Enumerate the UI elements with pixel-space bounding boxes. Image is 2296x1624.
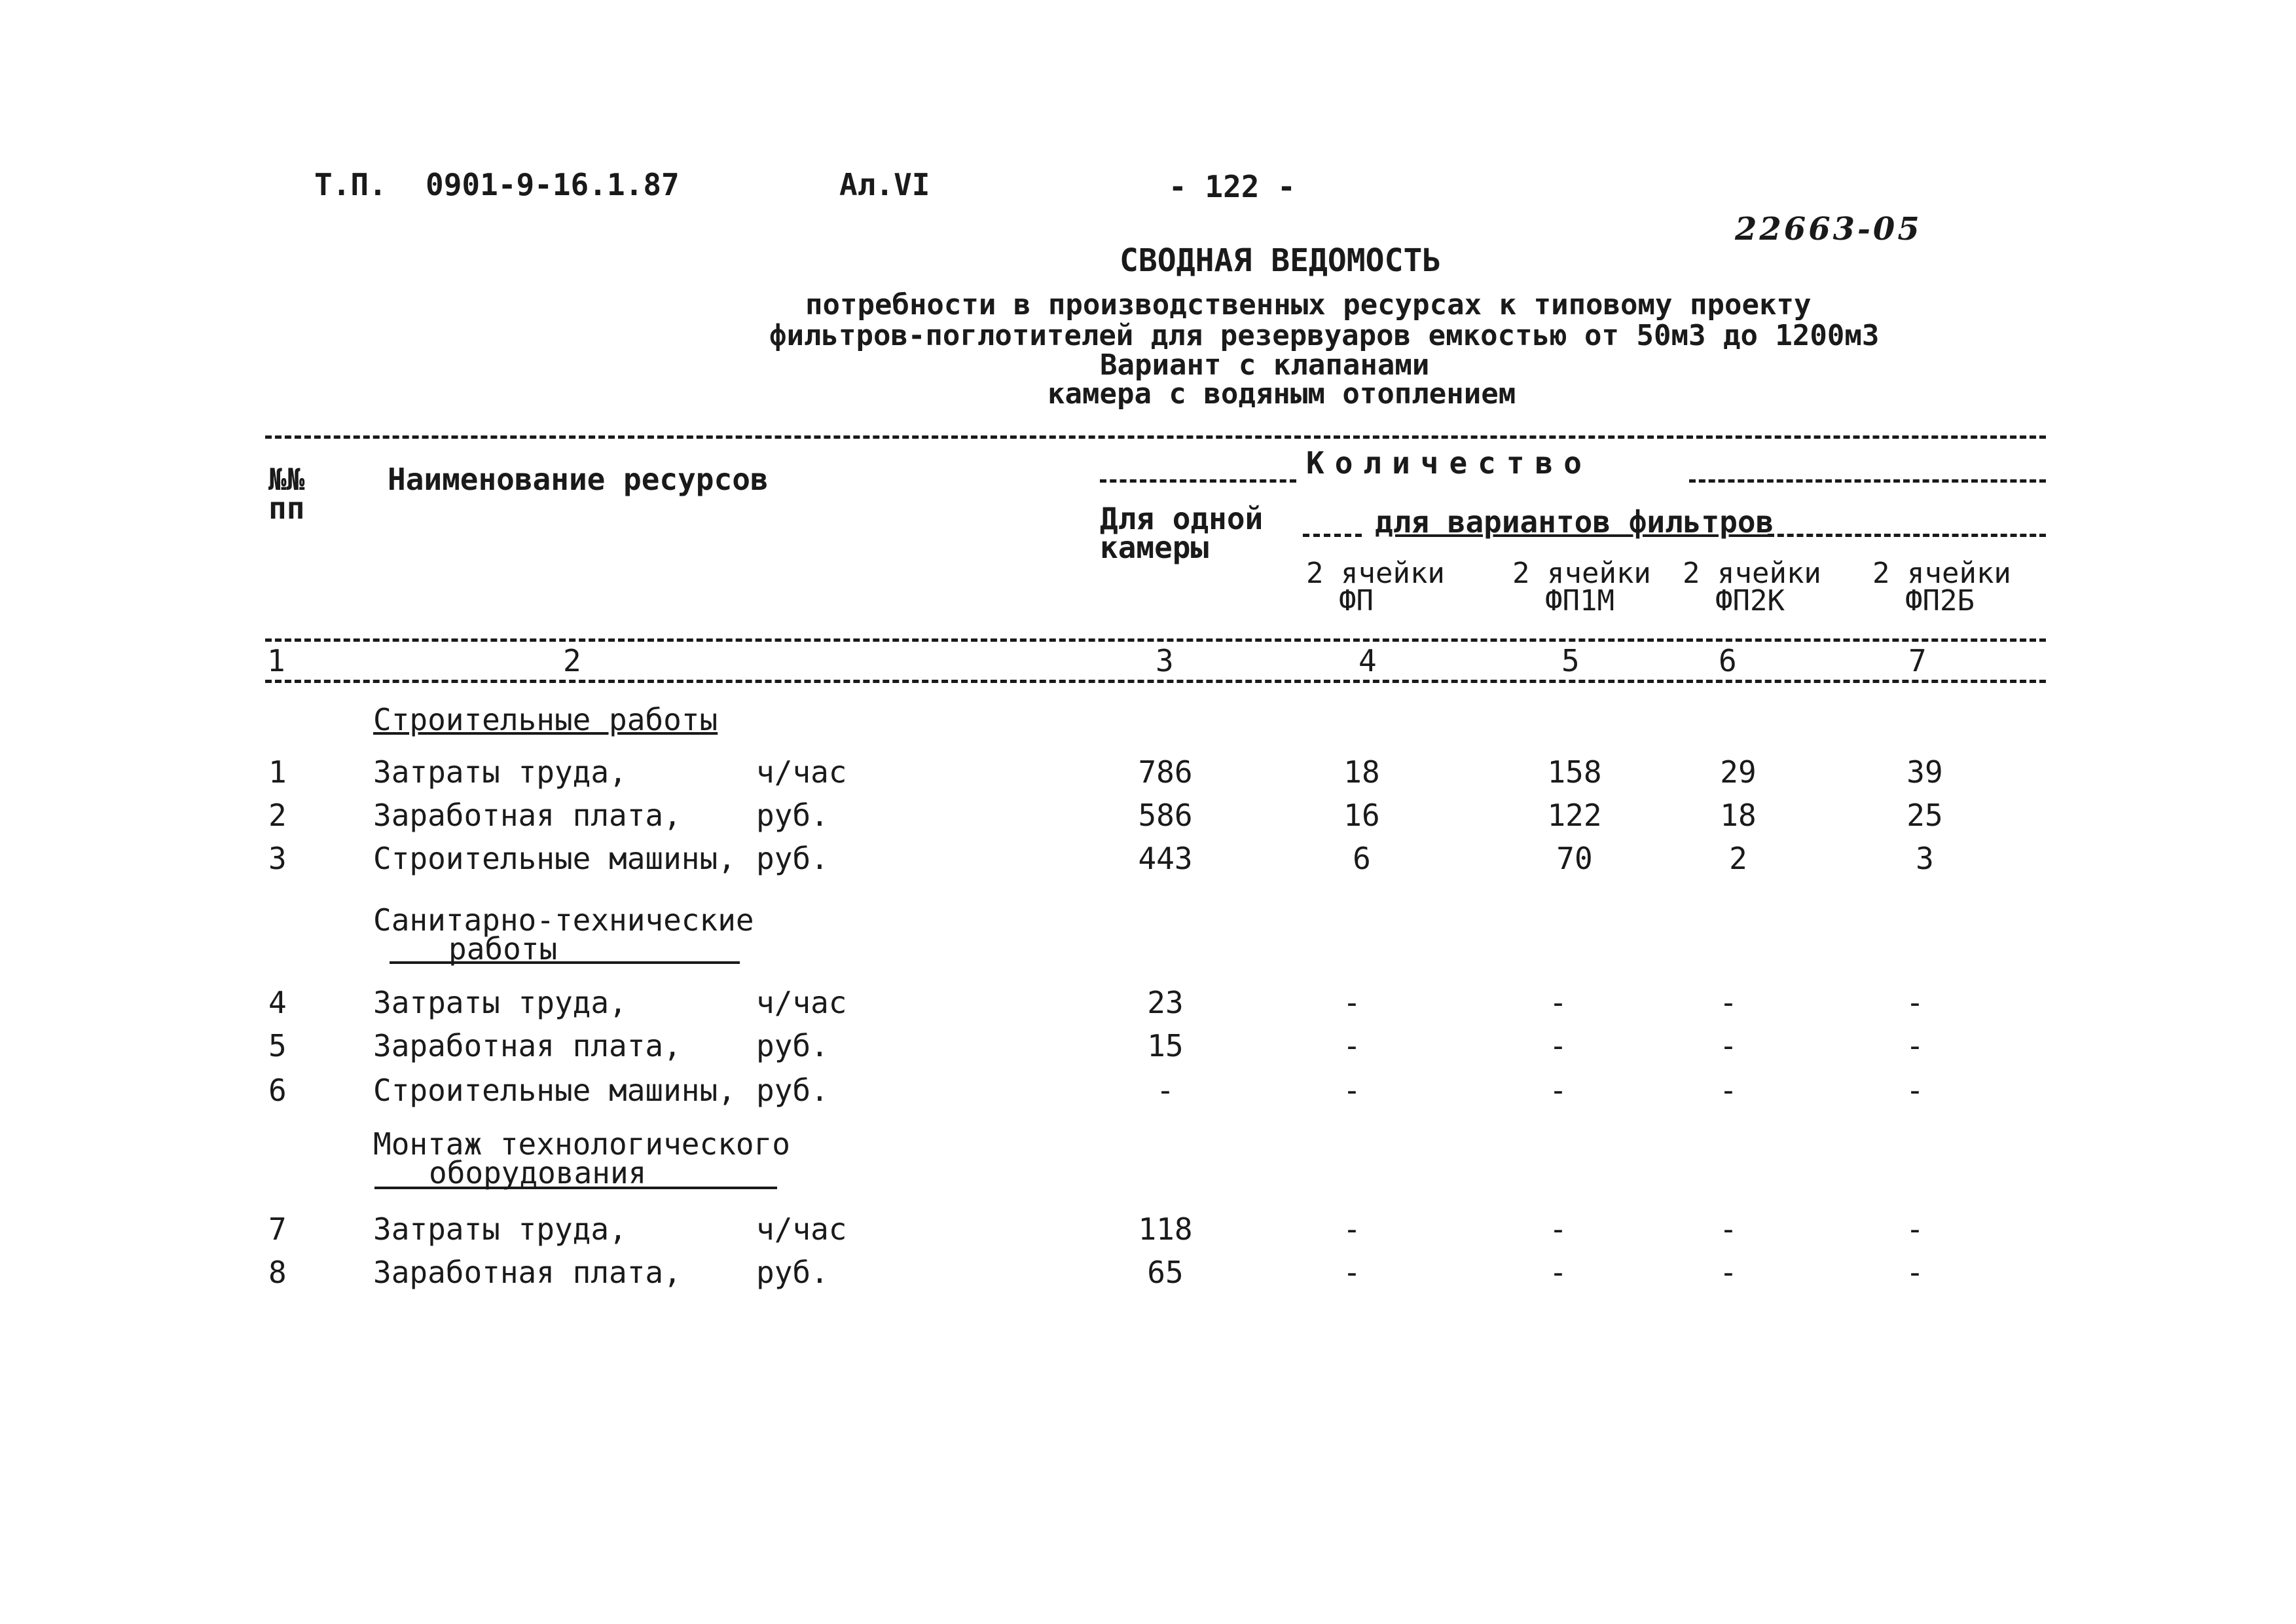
section-title-construction: Строительные работы xyxy=(373,702,718,737)
value-fp2b: - xyxy=(1906,1073,1924,1108)
section-underline xyxy=(374,1187,777,1189)
column-number-3: 3 xyxy=(1156,643,1174,678)
column-quantity-header: Количество xyxy=(1306,445,1592,481)
title-line-3: Вариант с клапанами xyxy=(1100,348,1430,382)
value-single-chamber: 15 xyxy=(1147,1028,1184,1063)
row-resource-name: Заработная плата, xyxy=(373,798,682,833)
value-fp: - xyxy=(1343,1073,1361,1108)
column-numbers-top-rule xyxy=(265,638,2046,642)
column-number-5: 5 xyxy=(1561,643,1580,678)
value-single-chamber: 586 xyxy=(1138,798,1193,833)
value-fp: - xyxy=(1343,985,1361,1020)
column-number-6: 6 xyxy=(1719,643,1737,678)
album-label: Ал.VI xyxy=(839,167,930,202)
column-number-7: 7 xyxy=(1908,643,1927,678)
value-fp2k: - xyxy=(1719,1028,1738,1063)
value-fp2k: 18 xyxy=(1720,798,1757,833)
value-fp: - xyxy=(1343,1211,1361,1247)
row-resource-name: Заработная плата, xyxy=(373,1028,682,1063)
variant-header-fp: 2 ячейки ФП xyxy=(1306,557,1445,618)
section-title-sanitary-cont: работы xyxy=(448,931,558,967)
column-numbers-bottom-rule xyxy=(265,680,2046,683)
value-fp1m: - xyxy=(1549,985,1567,1020)
variants-rule-right xyxy=(1768,534,2046,537)
value-fp2b: - xyxy=(1906,1211,1924,1247)
value-fp2k: - xyxy=(1719,1255,1738,1290)
value-fp2k: - xyxy=(1719,1073,1738,1108)
value-single-chamber: 118 xyxy=(1138,1211,1193,1247)
row-number: 6 xyxy=(268,1073,287,1108)
column-name-header: Наименование ресурсов xyxy=(388,462,769,497)
row-resource-name: Затраты труда, xyxy=(373,1211,627,1247)
value-fp2k: - xyxy=(1719,1211,1738,1247)
section-title-sanitary: Санитарно-технические xyxy=(373,902,754,938)
value-fp1m: 122 xyxy=(1547,798,1602,833)
row-number: 3 xyxy=(268,841,287,876)
value-fp1m: - xyxy=(1549,1211,1567,1247)
row-unit: ч/час xyxy=(756,754,847,790)
title-line-2: фильтров-поглотителей для резервуаров емкостью от 50м3 до 1200м3 xyxy=(769,319,1880,352)
value-fp2b: 25 xyxy=(1906,798,1943,833)
column-number-header: №№ пп xyxy=(268,462,323,526)
value-fp: 16 xyxy=(1343,798,1380,833)
value-fp2b: 39 xyxy=(1906,754,1943,790)
value-fp2b: - xyxy=(1906,1028,1924,1063)
column-number-4: 4 xyxy=(1358,643,1377,678)
row-number: 5 xyxy=(268,1028,287,1063)
section-title-equipment-cont: оборудования xyxy=(429,1155,647,1190)
page-number: - 122 - xyxy=(1169,169,1296,204)
row-number: 7 xyxy=(268,1211,287,1247)
value-single-chamber: 443 xyxy=(1138,841,1193,876)
value-fp2k: 29 xyxy=(1720,754,1757,790)
row-resource-name: Строительные машины, xyxy=(373,1073,736,1108)
value-fp1m: 158 xyxy=(1547,754,1602,790)
title-line-1: потребности в производственных ресурсах к типовому проекту xyxy=(805,288,1812,322)
value-fp2b: - xyxy=(1906,985,1924,1020)
variant-header-fp2k: 2 ячейки ФП2К xyxy=(1683,557,1821,618)
value-single-chamber: 65 xyxy=(1147,1255,1184,1290)
row-unit: руб. xyxy=(756,798,829,833)
row-number: 2 xyxy=(268,798,287,833)
section-underline xyxy=(390,961,740,964)
row-unit: руб. xyxy=(756,1028,829,1063)
row-resource-name: Заработная плата, xyxy=(373,1255,682,1290)
table-top-rule xyxy=(265,435,2046,439)
row-resource-name: Затраты труда, xyxy=(373,985,627,1020)
row-unit: руб. xyxy=(756,1073,829,1108)
document-title: СВОДНАЯ ВЕДОМОСТЬ xyxy=(1120,242,1442,279)
document-number: 22663-05 xyxy=(1735,211,1922,248)
value-single-chamber: - xyxy=(1156,1073,1175,1108)
value-fp2b: 3 xyxy=(1916,841,1934,876)
value-fp1m: 70 xyxy=(1556,841,1593,876)
tp-label: Т.П. xyxy=(314,167,387,202)
section-title-equipment: Монтаж технологического xyxy=(373,1126,790,1162)
value-fp: 18 xyxy=(1343,754,1380,790)
quantity-rule-left xyxy=(1100,479,1296,483)
quantity-rule-right xyxy=(1689,479,2046,483)
row-number: 4 xyxy=(268,985,287,1020)
variants-rule-left xyxy=(1303,534,1362,537)
column-number-1: 1 xyxy=(267,643,285,678)
row-unit: руб. xyxy=(756,841,829,876)
row-number: 1 xyxy=(268,754,287,790)
value-single-chamber: 23 xyxy=(1147,985,1184,1020)
value-fp1m: - xyxy=(1549,1028,1567,1063)
row-resource-name: Строительные машины, xyxy=(373,841,736,876)
column-single-chamber-header: Для одной камеры xyxy=(1100,501,1264,565)
row-number: 8 xyxy=(268,1255,287,1290)
column-number-2: 2 xyxy=(563,643,581,678)
tp-number: 0901-9-16.1.87 xyxy=(426,167,680,202)
variant-header-fp2b: 2 ячейки ФП2Б xyxy=(1872,557,2011,618)
row-unit: ч/час xyxy=(756,985,847,1020)
value-single-chamber: 786 xyxy=(1138,754,1193,790)
value-fp: - xyxy=(1343,1255,1361,1290)
value-fp1m: - xyxy=(1549,1255,1567,1290)
value-fp2b: - xyxy=(1906,1255,1924,1290)
column-variants-header: для вариантов фильтров xyxy=(1375,504,1774,540)
value-fp2k: 2 xyxy=(1729,841,1747,876)
variant-header-fp1m: 2 ячейки ФП1М xyxy=(1512,557,1651,618)
value-fp: 6 xyxy=(1353,841,1371,876)
value-fp2k: - xyxy=(1719,985,1738,1020)
row-resource-name: Затраты труда, xyxy=(373,754,627,790)
row-unit: ч/час xyxy=(756,1211,847,1247)
row-unit: руб. xyxy=(756,1255,829,1290)
value-fp1m: - xyxy=(1549,1073,1567,1108)
title-line-4: камера с водяным отоплением xyxy=(1048,377,1516,411)
value-fp: - xyxy=(1343,1028,1361,1063)
